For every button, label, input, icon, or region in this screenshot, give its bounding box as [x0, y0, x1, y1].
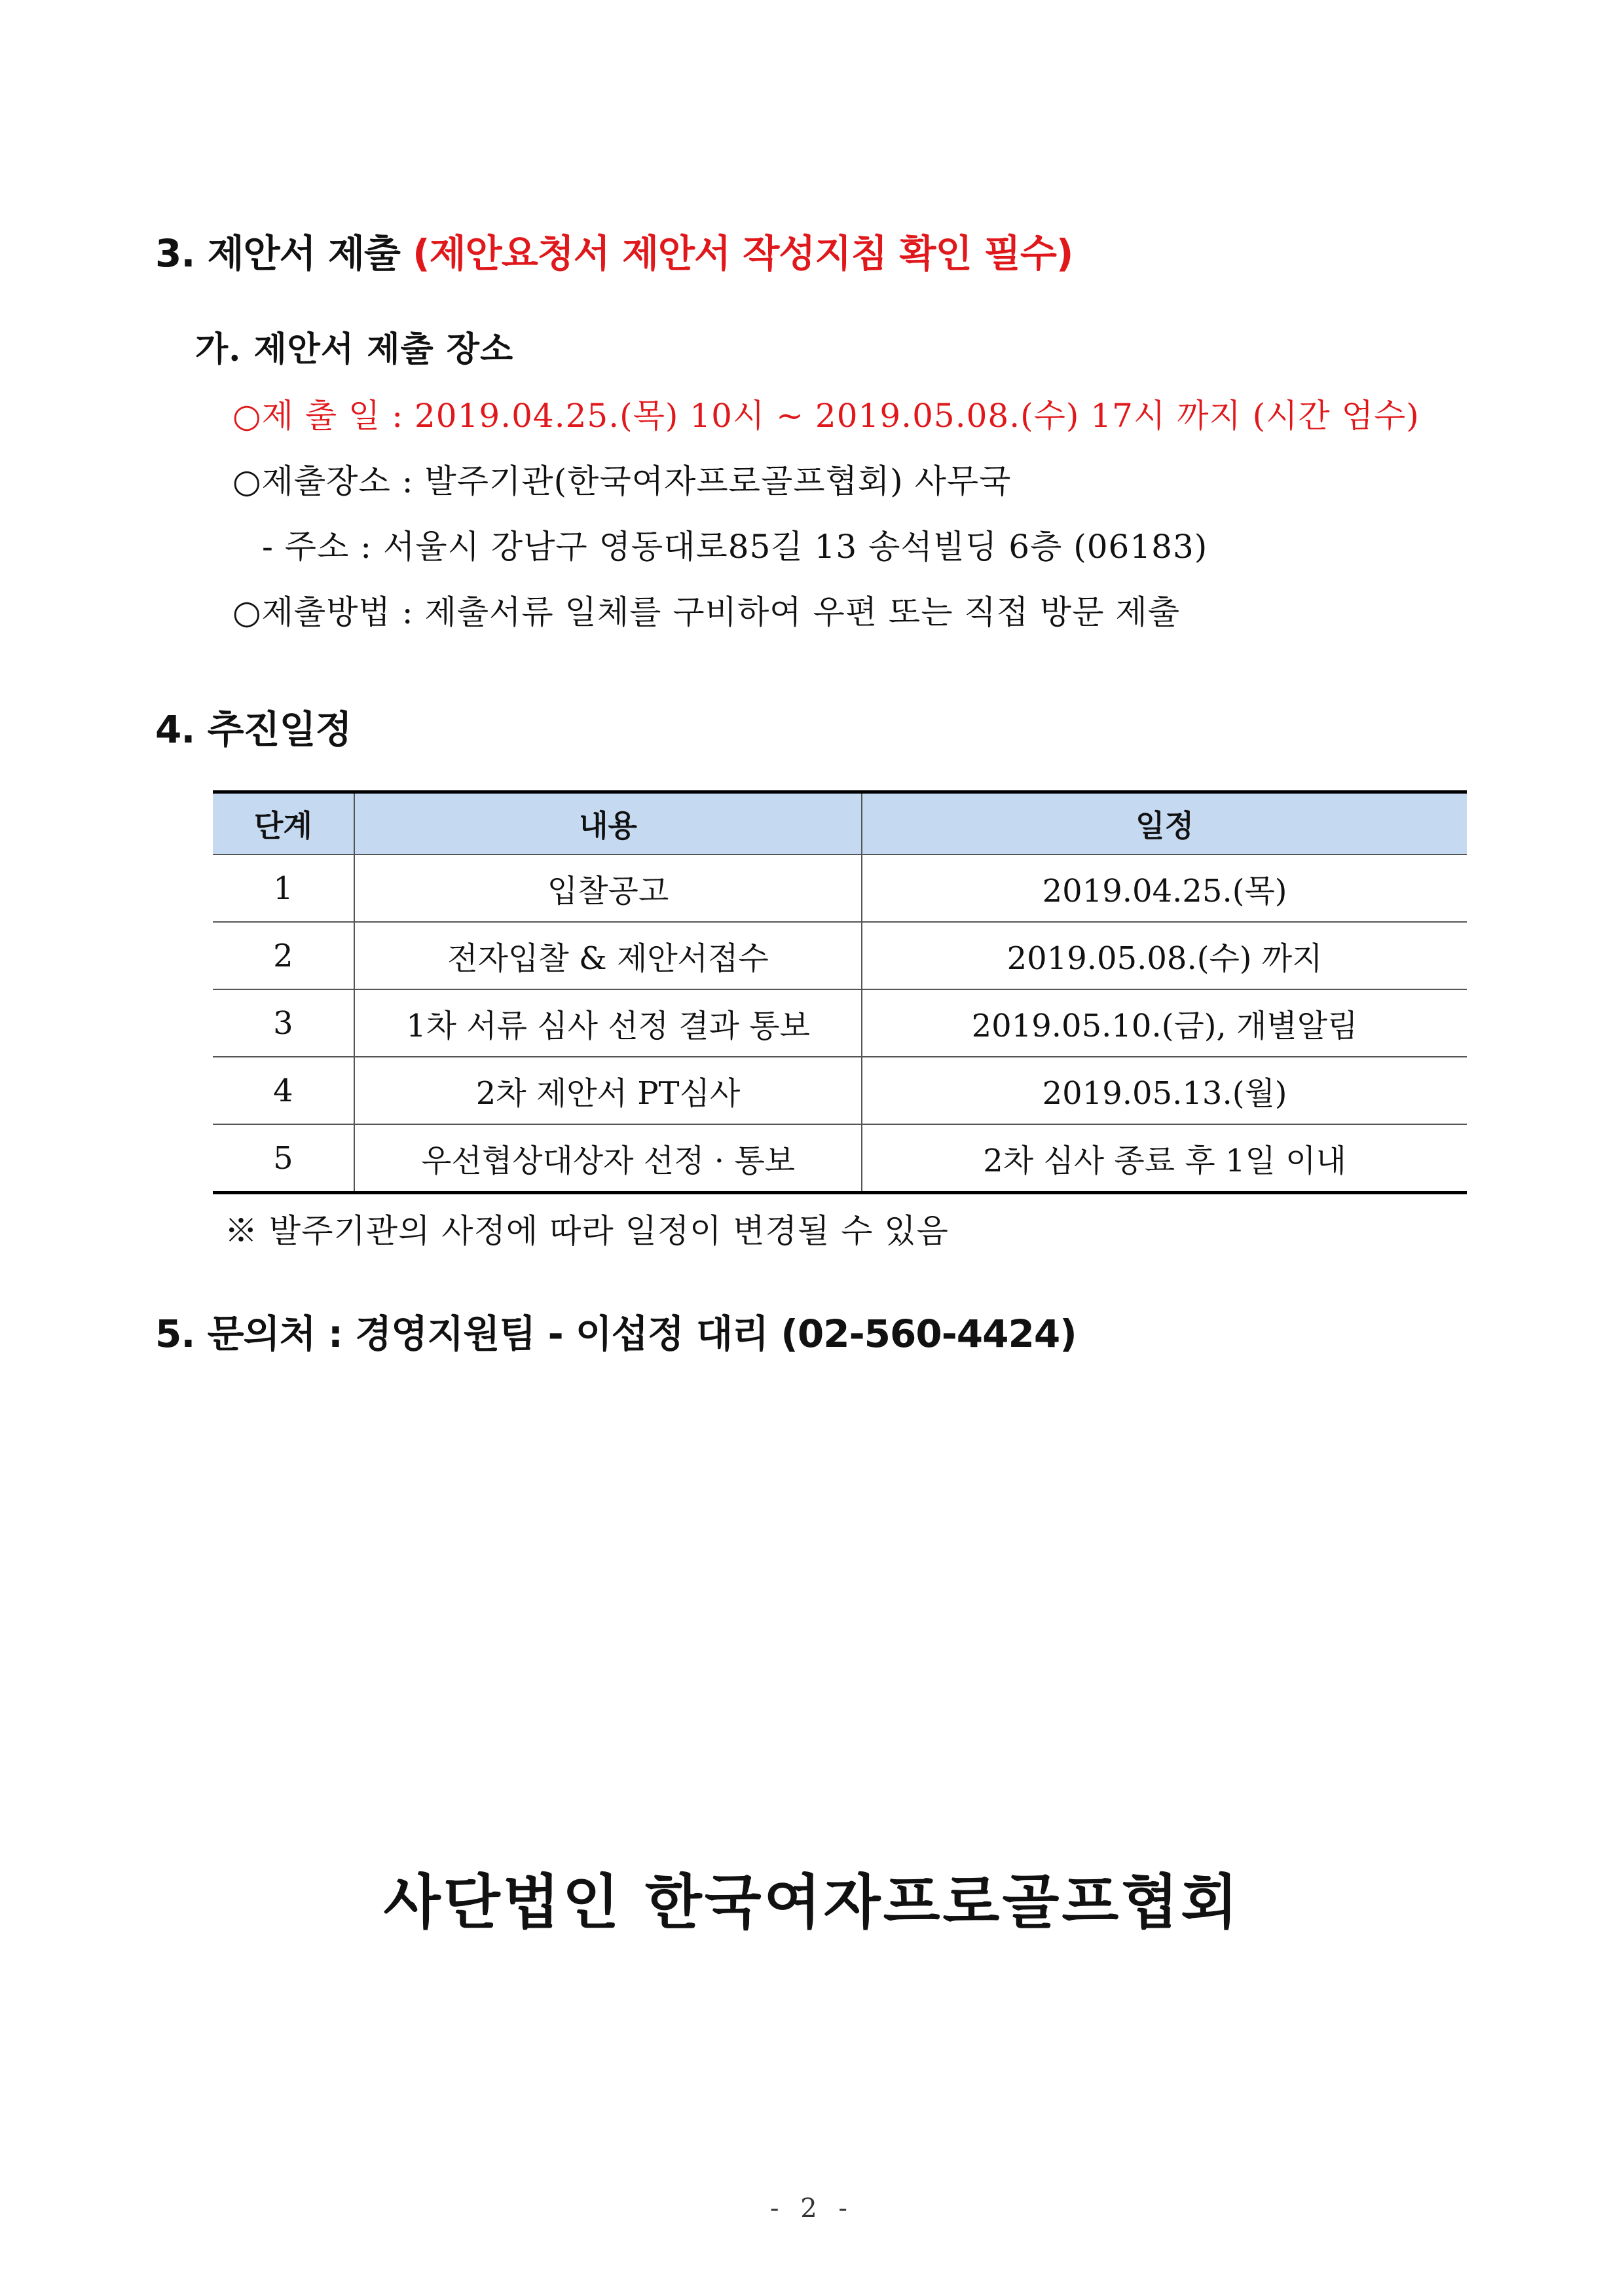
row-stage: 3 [213, 989, 354, 1057]
schedule-table [213, 790, 1467, 1194]
row-schedule: 2019.05.13.(월) [862, 1057, 1467, 1124]
organization-name: 사단법인 한국여자프로골프협회 [383, 1867, 1241, 1937]
table-row [213, 989, 1467, 1057]
section3-subheading: 가. 제안서 제출 장소 [195, 329, 514, 369]
row-content: 1차 서류 심사 선정 결과 통보 [354, 989, 862, 1057]
submission-date-line: ○제 출 일 : 2019.04.25.(목) 10시 ~ 2019.05.08.(수) 17시 까지 (시간 엄수) [232, 397, 1420, 435]
section3-title: 3. 제안서 제출 [155, 231, 400, 276]
table-row [213, 1057, 1467, 1124]
header-stage: 단계 [213, 792, 354, 855]
section3-title-note: (제안요청서 제안서 작성지침 확인 필수) [413, 231, 1073, 276]
row-schedule: 2019.05.10.(금), 개별알림 [862, 989, 1467, 1057]
header-content: 내용 [354, 792, 862, 855]
row-content: 2차 제안서 PT심사 [354, 1057, 862, 1124]
row-stage: 1 [213, 854, 354, 922]
section3-heading [155, 231, 1073, 276]
table-row [213, 854, 1467, 922]
section4-heading: 4. 추진일정 [155, 707, 352, 752]
header-schedule: 일정 [862, 792, 1467, 855]
row-content: 우선협상대상자 선정 · 통보 [354, 1124, 862, 1193]
address-line: - 주소 : 서울시 강남구 영동대로85길 13 송석빌딩 6층 (06183) [262, 528, 1208, 566]
row-content: 입찰공고 [354, 854, 862, 922]
row-schedule: 2019.05.08.(수) 까지 [862, 922, 1467, 989]
row-stage: 5 [213, 1124, 354, 1193]
table-row [213, 922, 1467, 989]
section5-heading: 5. 문의처 : 경영지원팀 - 이섭정 대리 (02-560-4424) [155, 1312, 1077, 1356]
row-content: 전자입찰 & 제안서접수 [354, 922, 862, 989]
row-stage: 2 [213, 922, 354, 989]
table-row [213, 1124, 1467, 1193]
row-schedule: 2차 심사 종료 후 1일 이내 [862, 1124, 1467, 1193]
row-schedule: 2019.04.25.(목) [862, 854, 1467, 922]
submission-method-line: ○제출방법 : 제출서류 일체를 구비하여 우편 또는 직접 방문 제출 [232, 593, 1181, 631]
page-number: - 2 - [770, 2194, 854, 2224]
submission-place-line: ○제출장소 : 발주기관(한국여자프로골프협회) 사무국 [232, 462, 1012, 500]
table-header-row [213, 792, 1467, 855]
row-stage: 4 [213, 1057, 354, 1124]
schedule-note: ※ 발주기관의 사정에 따라 일정이 변경될 수 있음 [225, 1212, 949, 1250]
